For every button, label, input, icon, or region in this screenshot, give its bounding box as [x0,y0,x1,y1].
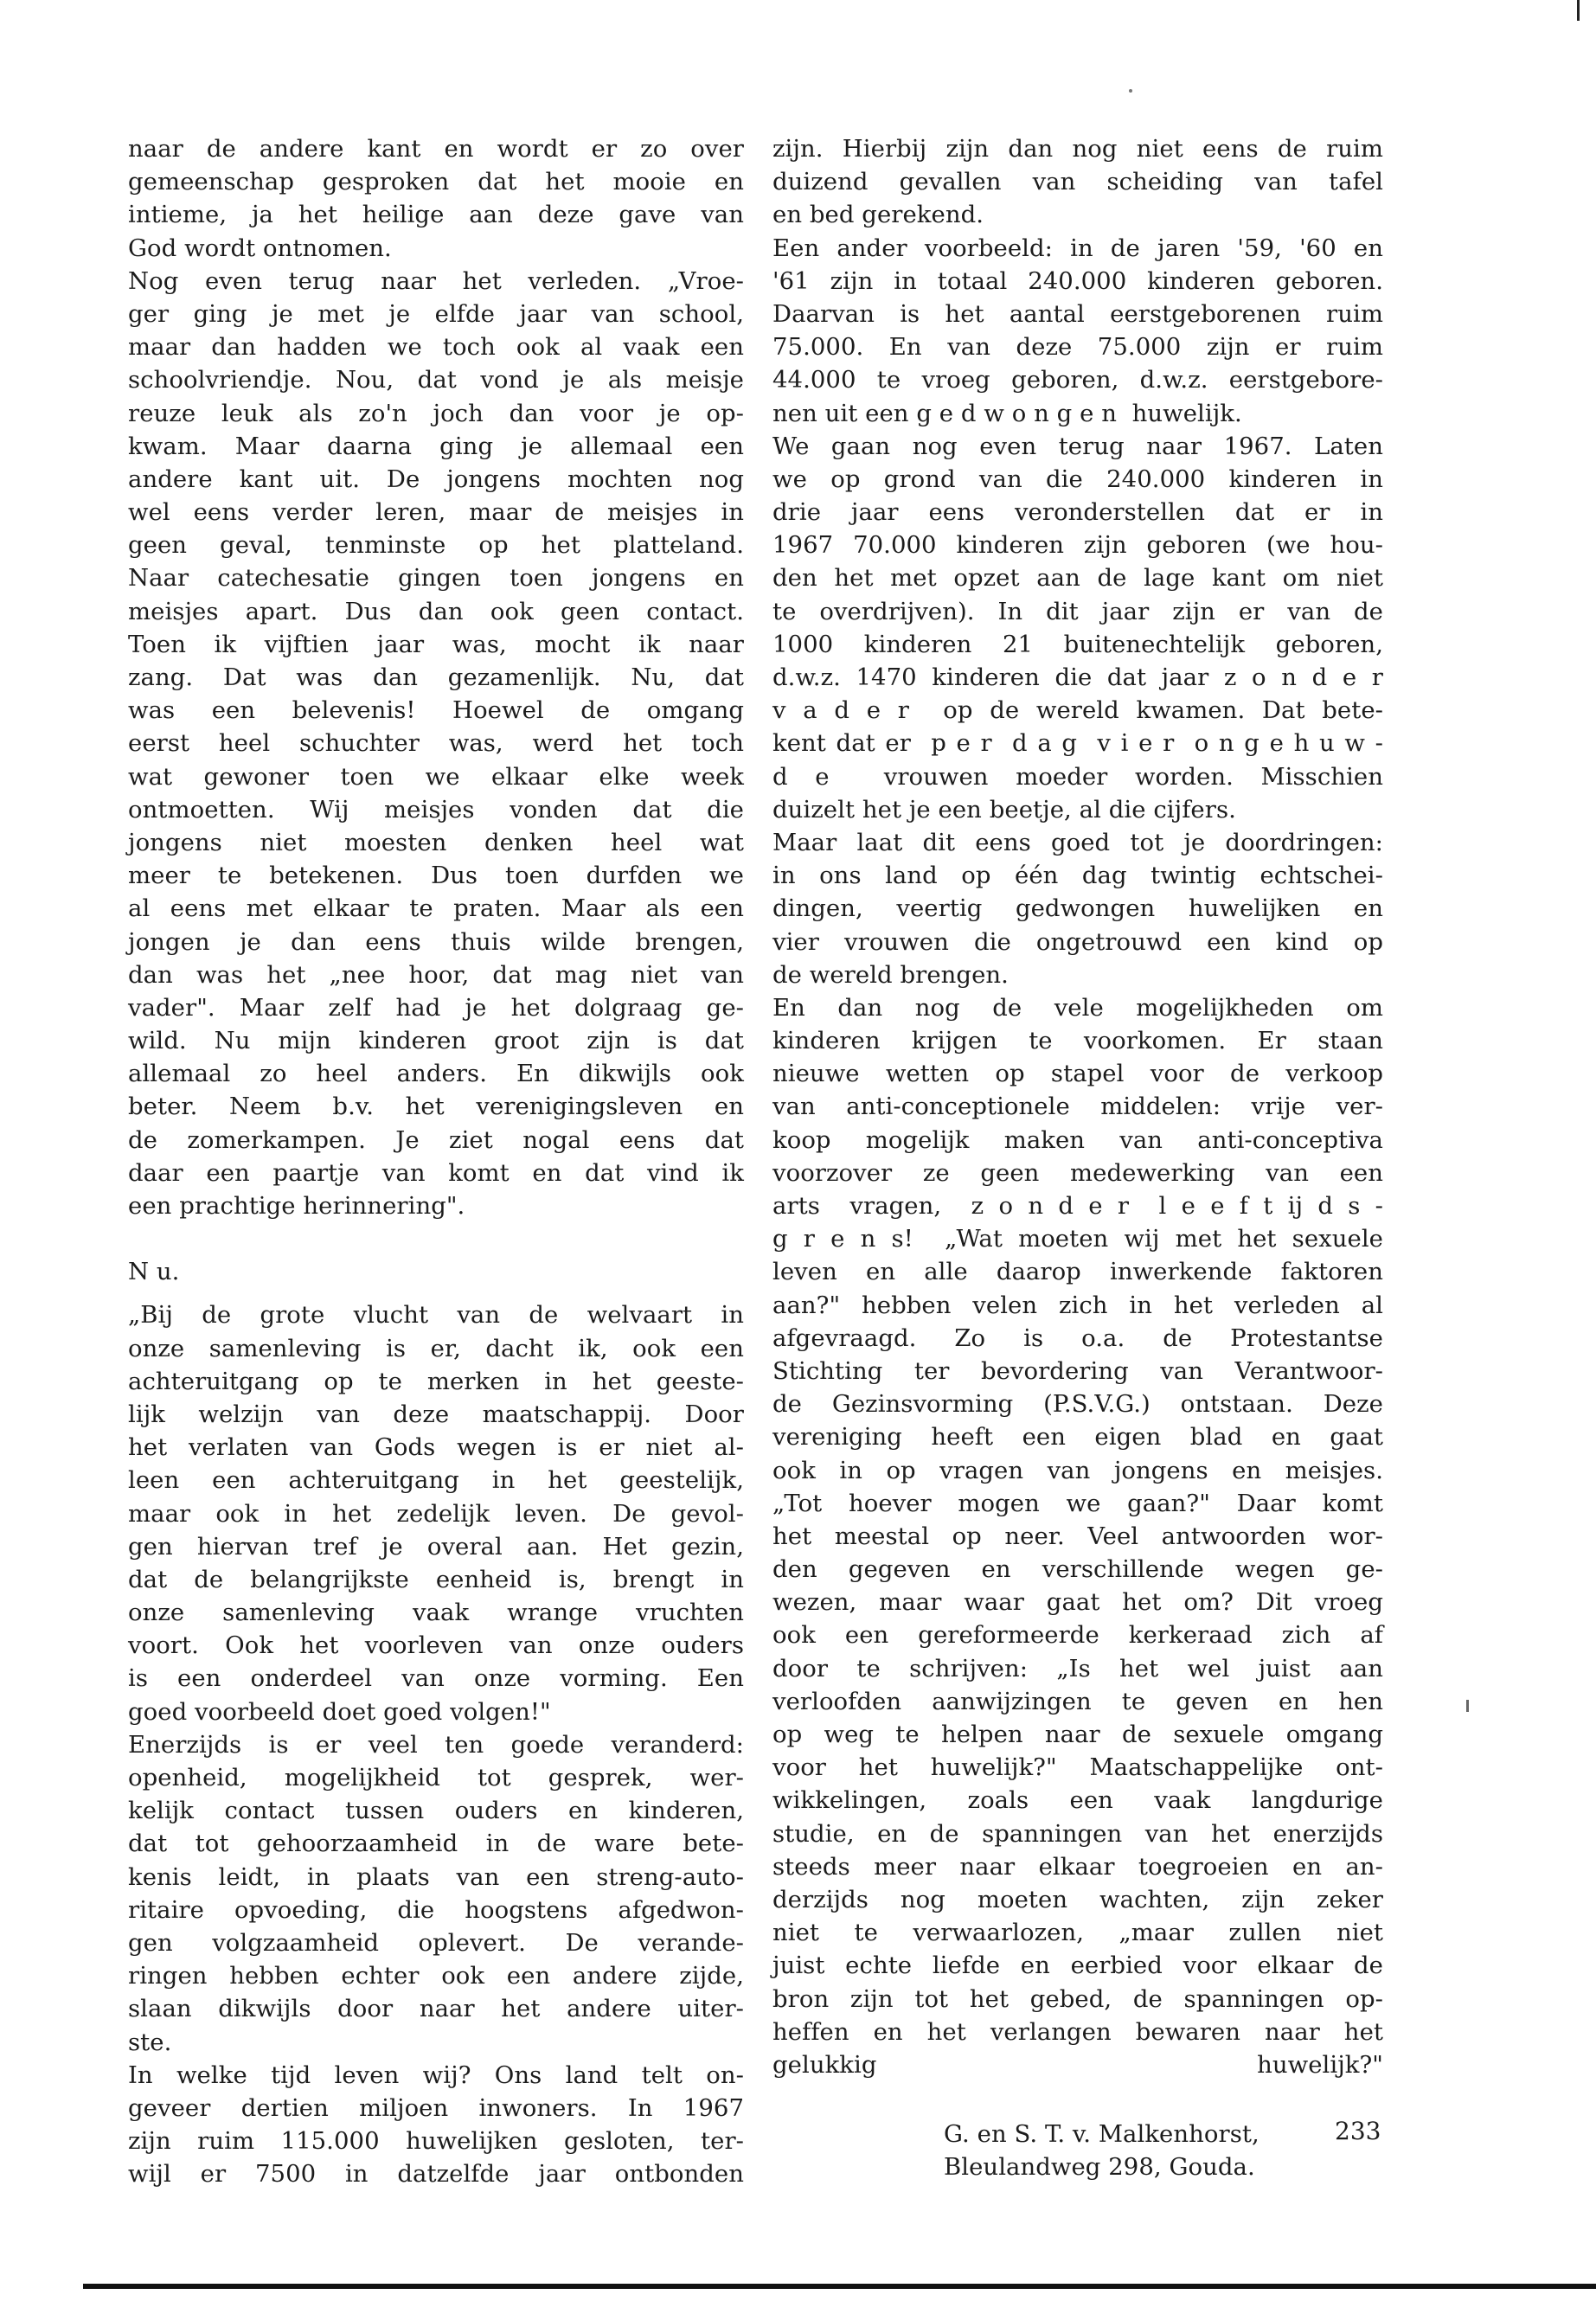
text-line: wat gewoner toen we elkaar elke week [128,762,744,791]
text-line: wel eens verder leren, maar de meisjes in [128,498,744,527]
text-line: 44.000 te vroeg geboren, d.w.z. eerstgebore- [772,366,1383,394]
text-line: Een ander voorbeeld: in de jaren '59, '60 en [772,234,1383,262]
text-line: schoolvriendje. Nou, dat vond je als meisje [128,366,744,394]
text-line: geen geval, tenminste op het platteland. [128,531,744,560]
text-line: ste. [128,2028,172,2056]
text-line: gemeenschap gesproken dat het mooie en [128,168,744,196]
scan-mark [1577,0,1580,21]
text-line: leven en alle daarop inwerkende faktoren [772,1258,1383,1286]
text-line: den gegeven en verschillende wegen ge- [772,1555,1383,1584]
page-number: 233 [1335,2117,1381,2145]
text-line: daar een paartje van komt en dat vind ik [128,1158,744,1187]
text-line: allemaal zo heel anders. En dikwijls ook [128,1060,744,1088]
text-line: duizelt het je een beetje, al die cijfers. [772,795,1236,824]
text-line: vader". Maar zelf had je het dolgraag ge- [128,993,744,1022]
text-line: jongen je dan eens thuis wilde brengen, [128,927,744,956]
paragraph-gap [128,1288,744,1298]
text-line: was een belevenis! Hoewel de omgang [128,696,744,725]
text-line: meer te betekenen. Dus toen durfden we [128,862,744,890]
text-line: '61 zijn in totaal 240.000 kinderen geboren. [772,266,1383,295]
text-line: we op grond van die 240.000 kinderen in [772,465,1383,493]
text-line: de Gezinsvorming (P.S.V.G.) ontstaan. Deze [772,1390,1383,1419]
text-line: We gaan nog even terug naar 1967. Laten [772,432,1383,460]
text-line: ook een gereformeerde kerkeraad zich af [772,1621,1383,1650]
text-line: verloofden aanwijzingen te geven en hen [772,1687,1383,1715]
text-line: nieuwe wetten op stapel voor de verkoop [772,1060,1383,1088]
text-line: Nog even terug naar het verleden. „Vroe- [128,266,744,295]
text-line: Naar catechesatie gingen toen jongens en [128,564,744,593]
text-line: koop mogelijk maken van anti-conceptiva [772,1125,1383,1154]
paragraph-gap [772,2081,1383,2118]
text-line: achteruitgang op te merken in het geeste- [128,1367,744,1395]
text-line: een prachtige herinnering". [128,1192,465,1220]
text-line: wild. Nu mijn kinderen groot zijn is dat [128,1027,744,1055]
text-line: intieme, ja het heilige aan deze gave van [128,201,744,229]
text-line: Toen ik vijftien jaar was, mocht ik naar [128,630,744,658]
text-line: kwam. Maar daarna ging je allemaal een [128,432,744,460]
text-line: zijn ruim 115.000 huwelijken gesloten, ter- [128,2127,744,2156]
text-line: beter. Neem b.v. het verenigingsleven en [128,1093,744,1121]
text-line: andere kant uit. De jongens mochten nog [128,465,744,493]
text-line: goed voorbeeld doet goed volgen!" [128,1697,551,1726]
text-line: vereniging heeft een eigen blad en gaat [772,1423,1383,1452]
bottom-rule [83,2284,1596,2289]
text-line: kelijk contact tussen ouders en kinderen, [128,1797,744,1825]
text-line: In welke tijd leven wij? Ons land telt on- [128,2061,744,2089]
paragraph-gap [128,1222,744,1255]
text-line: in ons land op één dag twintig echtschei- [772,862,1383,890]
text-line: 75.000. En van deze 75.000 zijn er ruim [772,333,1383,362]
text-line: nen uit een g e d w o n g e n huwelijk. [772,399,1242,427]
text-line: aan?" hebben velen zich in het verleden al [772,1291,1383,1319]
text-line: gen hiervan tref je overal aan. Het gezin, [128,1532,744,1561]
text-line: wezen, maar waar gaat het om? Dit vroeg [772,1588,1383,1617]
text-line: dat de belangrijkste eenheid is, brengt in [128,1565,744,1593]
text-line: d e vrouwen moeder worden. Misschien [772,762,1383,791]
text-line: meisjes apart. Dus dan ook geen contact. [128,597,744,625]
author-address: Bleulandweg 298, Gouda. [944,2153,1255,2182]
text-line: wikkelingen, zoals een vaak langdurige [772,1786,1383,1815]
text-line: „Tot hoever mogen we gaan?" Daar komt [772,1489,1383,1517]
text-line: op weg te helpen naar de sexuele omgang [772,1721,1383,1748]
text-line: Enerzijds is er veel ten goede veranderd: [128,1730,744,1759]
text-line: van anti-conceptionele middelen: vrije ver- [772,1093,1383,1121]
text-line: juist echte liefde en eerbied voor elkaar de [772,1952,1383,1980]
text-line: d.w.z. 1470 kinderen die dat jaar z o n d e r [772,663,1383,691]
text-line: derzijds nog moeten wachten, zijn zeker [772,1885,1383,1913]
text-line: ger ging je met je elfde jaar van school, [128,299,744,328]
text-line: arts vragen, z o n d e r l e e f t ij d s - [772,1192,1383,1220]
text-line: geveer dertien miljoen inwoners. In 1967 [128,2093,744,2122]
text-line: zang. Dat was dan gezamenlijk. Nu, dat [128,663,744,691]
text-line: dat tot gehoorzaamheid in de ware bete- [128,1830,744,1858]
text-line: niet te verwaarlozen, „maar zullen niet [772,1919,1383,1947]
text-line: g r e n s! „Wat moeten wij met het sexuele [772,1225,1383,1253]
text-line: den het met opzet aan de lage kant om niet [772,564,1383,593]
text-line: dingen, veertig gedwongen huwelijken en [772,894,1383,923]
text-line: het meestal op neer. Veel antwoorden wor- [772,1522,1383,1550]
text-line: En dan nog de vele mogelijkheden om [772,993,1383,1022]
text-line: en bed gerekend. [772,201,984,229]
text-line: Daarvan is het aantal eerstgeborenen ruim [772,299,1383,328]
right-column [772,132,1383,2183]
text-line: is een onderdeel van onze vorming. Een [128,1664,744,1693]
text-line: eerst heel schuchter was, werd het toch [128,729,744,758]
scan-speck [1129,89,1132,93]
section-heading: N u. [128,1258,180,1286]
text-line: steeds meer naar elkaar toegroeien en an- [772,1852,1383,1881]
text-line: bron zijn tot het gebed, de spanningen op- [772,1984,1383,2013]
text-line: studie, en de spanningen van het enerzijds [772,1819,1383,1848]
text-line: kinderen krijgen te voorkomen. Er staan [772,1027,1383,1055]
text-line: dan was het „nee hoor, dat mag niet van [128,960,744,989]
text-line: openheid, mogelijkheid tot gesprek, wer- [128,1764,744,1791]
text-line: v a d e r op de wereld kwamen. Dat bete- [772,696,1383,725]
text-line: wijl er 7500 in datzelfde jaar ontbonden [128,2160,744,2189]
text-line: ritaire opvoeding, die hoogstens afgedwon- [128,1895,744,1924]
text-line: naar de andere kant en wordt er zo over [128,135,744,163]
text-line: drie jaar eens veronderstellen dat er in [772,498,1383,527]
author-names: G. en S. T. v. Malkenhorst, [944,2120,1259,2149]
text-line: slaan dikwijls door naar het andere uiter- [128,1995,744,2023]
scan-mark [1466,1700,1469,1712]
text-line: vier vrouwen die ongetrouwd een kind op [772,927,1383,956]
text-line: voor het huwelijk?" Maatschappelijke ont- [772,1753,1383,1782]
text-line: 1000 kinderen 21 buitenechtelijk geboren, [772,630,1383,658]
text-line: te overdrijven). In dit jaar zijn er van de [772,597,1383,625]
text-line: voort. Ook het voorleven van onze ouders [128,1631,744,1660]
text-line: God wordt ontnomen. [128,234,392,262]
text-line: duizend gevallen van scheiding van tafel [772,168,1383,196]
text-line: Stichting ter bevordering van Verantwoor- [772,1356,1383,1385]
text-line: het verlaten van Gods wegen is er niet al- [128,1433,744,1462]
text-line: onze samenleving vaak wrange vruchten [128,1599,744,1627]
text-line: jongens niet moesten denken heel wat [128,828,744,856]
text-line: 1967 70.000 kinderen zijn geboren (we hou- [772,531,1383,560]
text-line: reuze leuk als zo'n joch dan voor je op- [128,399,744,427]
text-line: onze samenleving is er, dacht ik, ook een [128,1334,744,1362]
left-column [128,132,744,2190]
text-line: „Bij de grote vlucht van de welvaart in [128,1301,744,1330]
text-line: leen een achteruitgang in het geestelijk, [128,1466,744,1495]
text-line: al eens met elkaar te praten. Maar als een [128,894,744,923]
text-line: door te schrijven: „Is het wel juist aan [772,1654,1383,1682]
text-line: ringen hebben echter ook een andere zijde, [128,1962,744,1990]
text-line: de zomerkampen. Je ziet nogal eens dat [128,1125,744,1154]
text-line: voorzover ze geen medewerking van een [772,1158,1383,1187]
text-line: heffen en het verlangen bewaren naar het [772,2017,1383,2046]
text-line: maar dan hadden we toch ook al vaak een [128,333,744,362]
text-line: maar ook in het zedelijk leven. De gevol- [128,1499,744,1528]
text-line: zijn. Hierbij zijn dan nog niet eens de ruim [772,135,1383,163]
text-line: gelukkig huwelijk?" [772,2050,1383,2079]
text-line: gen volgzaamheid oplevert. De verande- [128,1928,744,1957]
text-line: afgevraagd. Zo is o.a. de Protestantse [772,1324,1383,1352]
text-line: kent dat er p e r d a g v i e r o n g e h u w - [772,729,1383,758]
text-line: kenis leidt, in plaats van een streng-auto- [128,1862,744,1891]
text-line: de wereld brengen. [772,960,1009,989]
text-line: ook in op vragen van jongens en meisjes. [772,1456,1383,1484]
text-line: ontmoetten. Wij meisjes vonden dat die [128,795,744,824]
text-line: lijk welzijn van deze maatschappij. Door [128,1400,744,1428]
text-line: Maar laat dit eens goed tot je doordringen: [772,828,1383,856]
